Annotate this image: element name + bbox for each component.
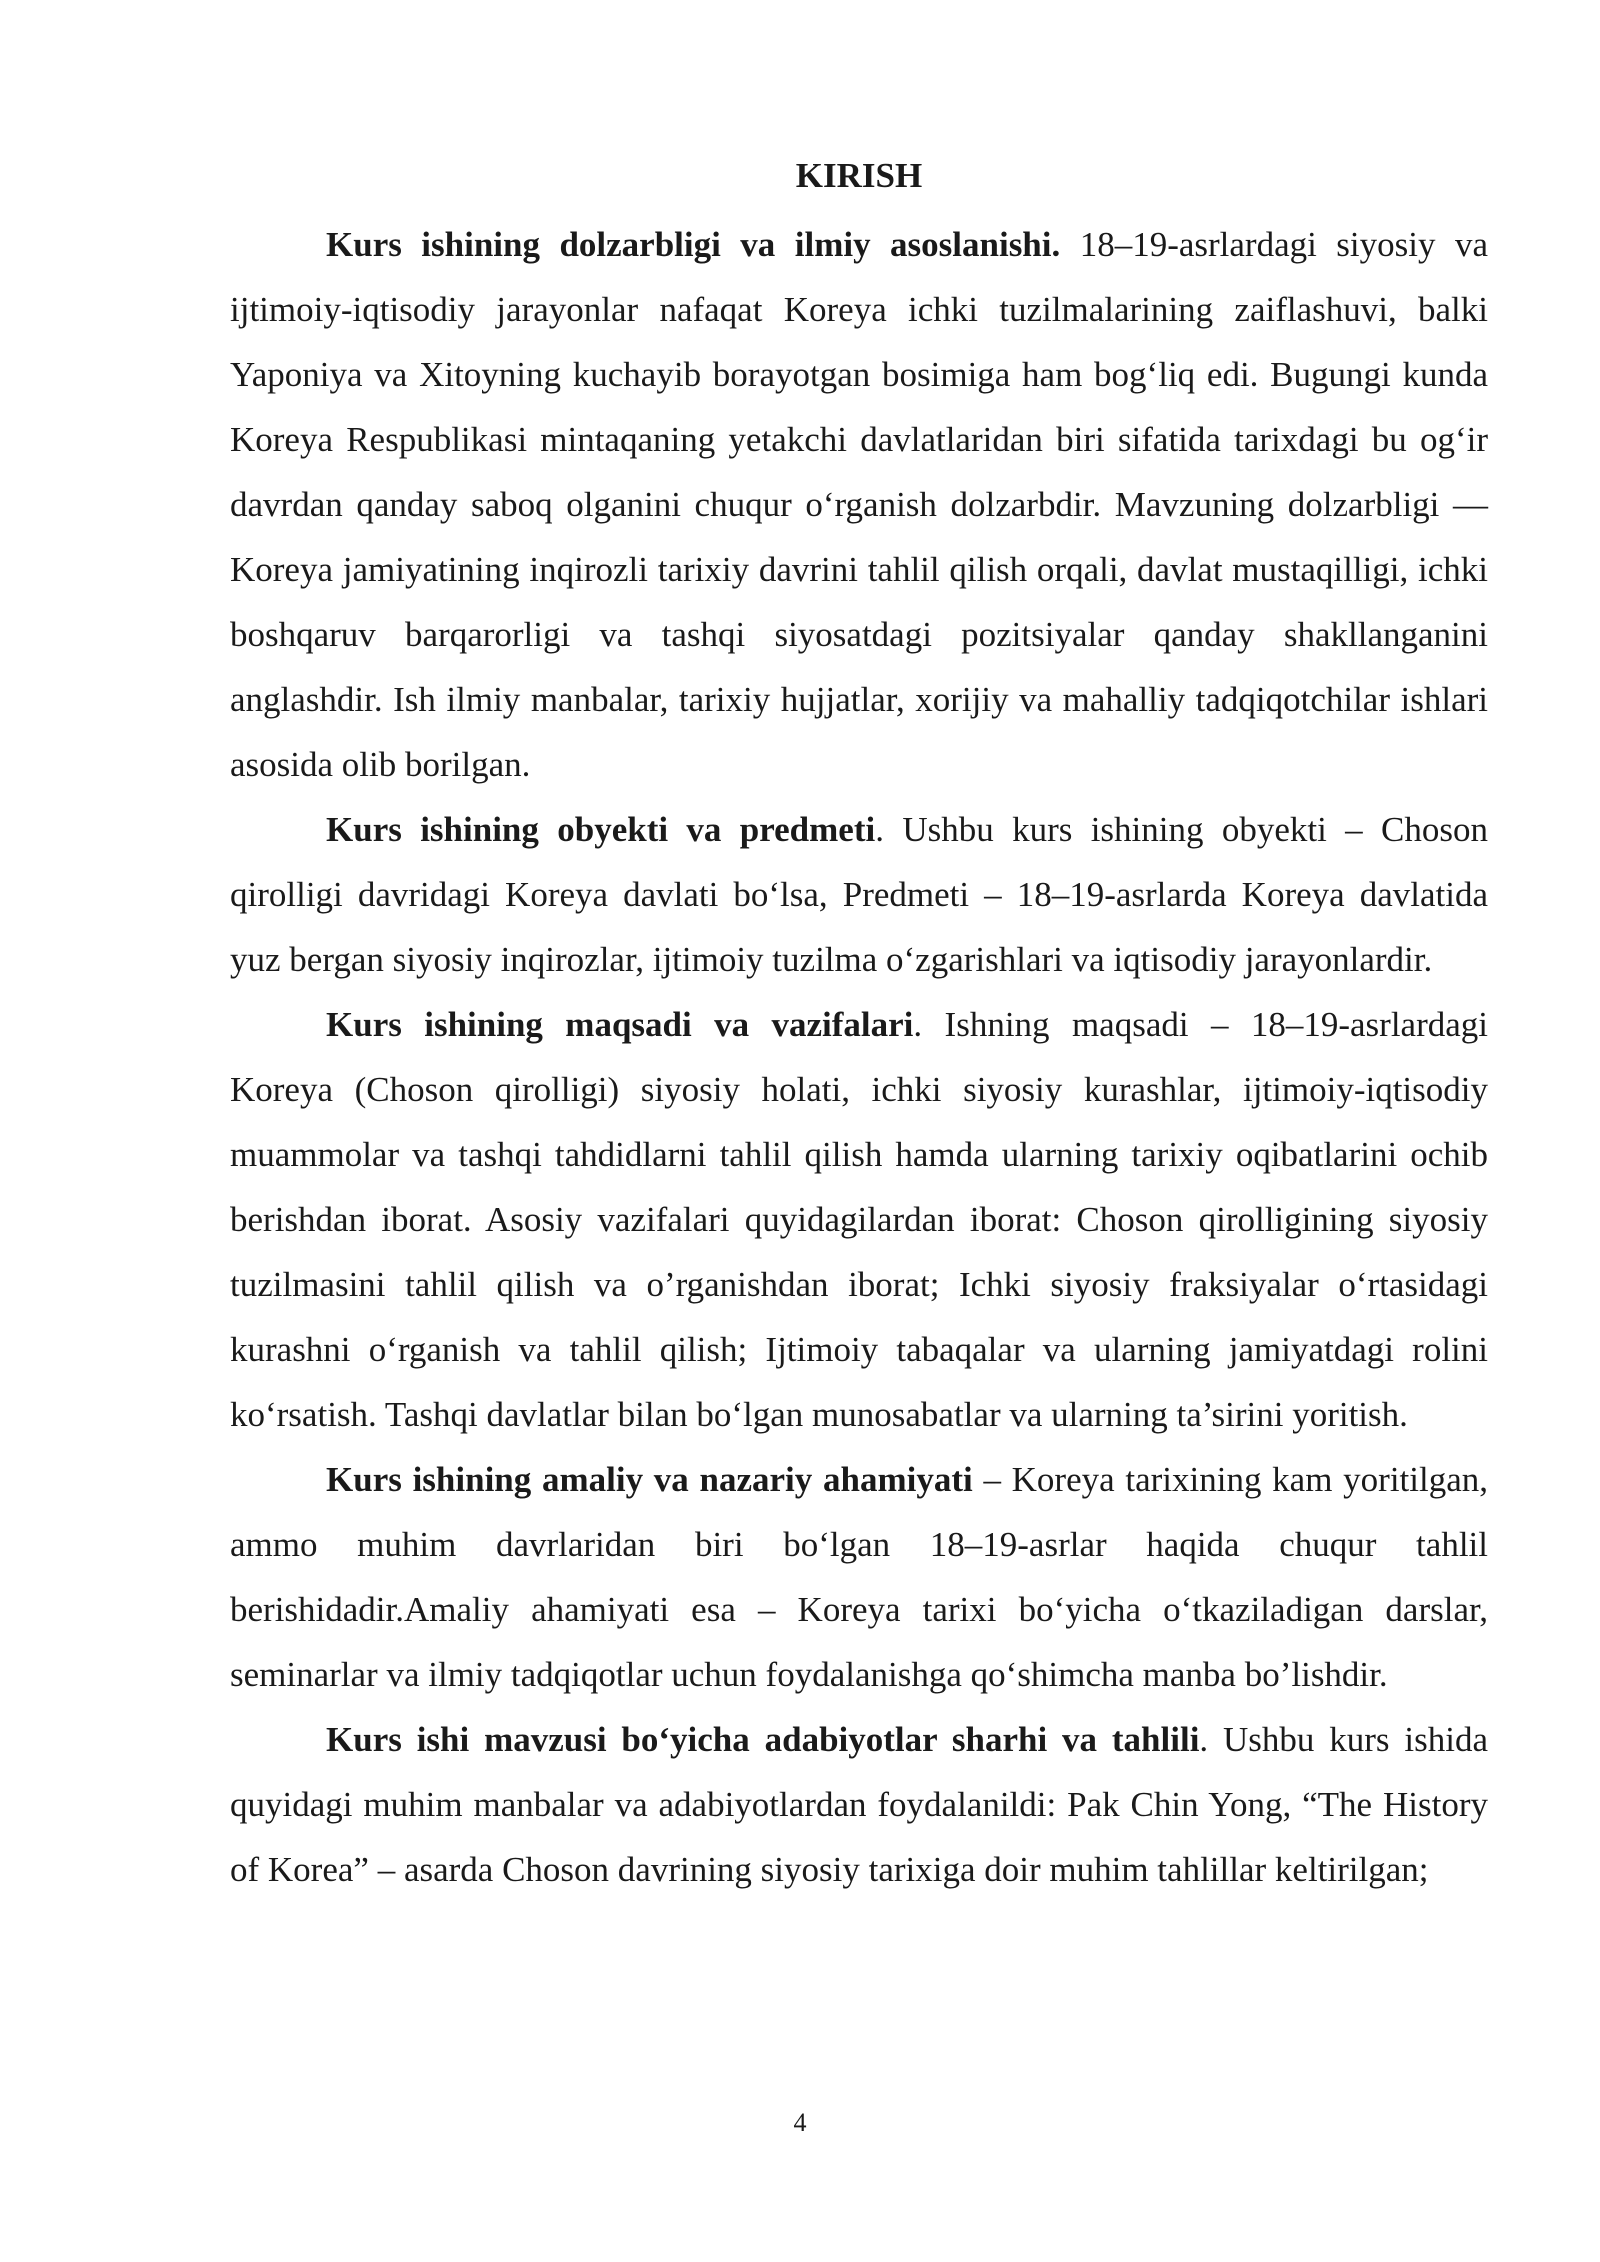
paragraph-heading: Kurs ishining maqsadi va vazifalari	[326, 1005, 914, 1044]
paragraph-object-subject	[230, 797, 1488, 992]
paragraph-text: . Ushbu kurs ishida quyidagi muhim manbalar va adabiyotlardan foydalanildi: Pak Chin Yong, “The History of Korea” – asarda Choson davrining siyosiy tarixiga doir muhim tahlillar keltirilgan;	[230, 1720, 1488, 1889]
page-content	[230, 148, 1488, 1902]
paragraph-text: . Ishning maqsadi – 18–19-asrlardagi Koreya (Choson qirolligi) siyosiy holati, ichki siyosiy kurashlar, ijtimoiy-iqtisodiy muammolar va tashqi tahdidlarni tahlil qilish hamda ularning tarixiy oqibatlarini ochib berishdan iborat. Asosiy vazifalari quyidagilardan iborat: Choson qirolligining siyosiy tuzilmasini tahlil qilish va o’rganishdan iborat; Ichki siyosiy fraksiyalar o‘rtasidagi kurashni o‘rganish va tahlil qilish; Ijtimoiy tabaqalar va ularning jamiyatdagi rolini ko‘rsatish. Tashqi davlatlar bilan bo‘lgan munosabatlar va ularning ta’sirini yoritish.	[230, 1005, 1488, 1434]
paragraph-heading: Kurs ishi mavzusi bo‘yicha adabiyotlar sharhi va tahlili	[326, 1720, 1200, 1759]
page-number: 4	[793, 2108, 807, 2137]
paragraph-relevance	[230, 212, 1488, 797]
paragraph-text: – Koreya tarixining kam yoritilgan, ammo muhim davrlaridan biri bo‘lgan 18–19-asrlar haqida chuqur tahlil berishidadir.Amaliy ahamiyati esa – Koreya tarixi bo‘yicha o‘tkaziladigan darslar, seminarlar va ilmiy tadqiqotlar uchun foydalanishga qo‘shimcha manba bo’lishdir.	[230, 1460, 1488, 1694]
paragraph-heading: Kurs ishining obyekti va predmeti	[326, 810, 876, 849]
paragraph-heading: Kurs ishining amaliy va nazariy ahamiyati	[326, 1460, 973, 1499]
paragraph-significance	[230, 1447, 1488, 1707]
paragraph-goals-tasks	[230, 992, 1488, 1447]
paragraph-text: . Ushbu kurs ishining obyekti – Choson qirolligi davridagi Koreya davlati bo‘lsa, Predmeti – 18–19-asrlarda Koreya davlatida yuz bergan siyosiy inqirozlar, ijtimoiy tuzilma o‘zgarishlari va iqtisodiy jarayonlardir.	[230, 810, 1488, 979]
page-title: KIRISH	[795, 156, 923, 195]
paragraph-heading: Kurs ishining dolzarbligi va ilmiy asoslanishi.	[326, 225, 1061, 264]
paragraph-text: 18–19-asrlardagi siyosiy va ijtimoiy-iqtisodiy jarayonlar nafaqat Koreya ichki tuzilmalarining zaiflashuvi, balki Yaponiya va Xitoyning kuchayib borayotgan bosimiga ham bog‘liq edi. Bugungi kunda Koreya Respublikasi mintaqaning yetakchi davlatlaridan biri sifatida tarixdagi bu og‘ir davrdan qanday saboq olganini chuqur o‘rganish dolzarbdir. Mavzuning dolzarbligi — Koreya jamiyatining inqirozli tarixiy davrini tahlil qilish orqali, davlat mustaqilligi, ichki boshqaruv barqarorligi va tashqi siyosatdagi pozitsiyalar qanday shakllanganini anglashdir. Ish ilmiy manbalar, tarixiy hujjatlar, xorijiy va mahalliy tadqiqotchilar ishlari asosida olib borilgan.	[230, 225, 1488, 784]
paragraph-literature-review	[230, 1707, 1488, 1902]
